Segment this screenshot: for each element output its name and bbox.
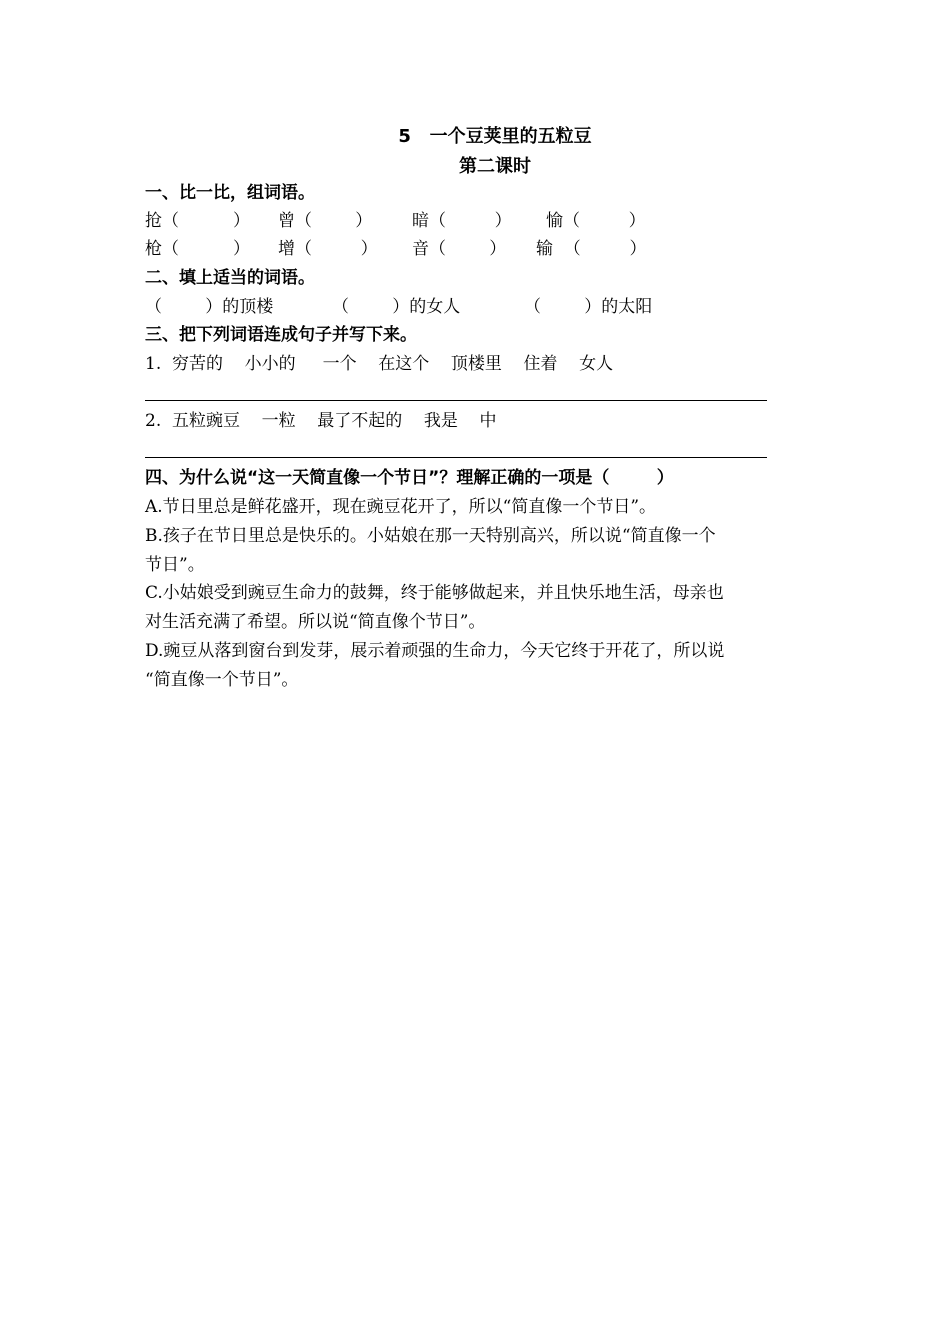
word-pair-cell: 曾（ ）	[278, 211, 373, 231]
word-pair-cell: 抢（ ）	[145, 211, 251, 231]
lesson-title: 5 一个豆荚里的五粒豆	[398, 126, 592, 147]
option-a: A.节日里总是鲜花盛开，现在豌豆花开了，所以“简直像一个节日”。	[145, 497, 657, 517]
word-pair-cell: 输 （ ）	[536, 239, 647, 259]
option-b-line1: B.孩子在节日里总是快乐的。小姑娘在那一天特别高兴，所以说“简直像一个	[145, 526, 716, 546]
question-2-words: 2. 五粒豌豆 一粒 最了不起的 我是 中	[145, 411, 497, 431]
fill-blank-item: （ ）的顶楼	[145, 297, 274, 317]
option-b-line2: 节日”。	[145, 555, 205, 575]
fill-blank-item: （ ）的女人	[332, 297, 461, 317]
option-c-line2: 对生活充满了希望。所以说“简直像个节日”。	[145, 612, 486, 632]
section3-heading: 三、把下列词语连成句子并写下来。	[145, 325, 417, 345]
answer-line-2	[145, 457, 767, 458]
word-pair-cell: 增（ ）	[278, 239, 378, 259]
section2-heading: 二、填上适当的词语。	[145, 268, 315, 288]
word-pair-cell: 枪（ ）	[145, 239, 251, 259]
word-pair-cell: 愉（ ）	[546, 211, 646, 231]
section4-heading: 四、为什么说“这一天简直像一个节日”？理解正确的一项是（ ）	[145, 468, 674, 488]
section1-heading: 一、比一比，组词语。	[145, 183, 315, 203]
option-c-line1: C.小姑娘受到豌豆生命力的鼓舞，终于能够做起来，并且快乐地生活，母亲也	[145, 583, 724, 603]
word-pair-cell: 暗（ ）	[412, 211, 512, 231]
lesson-subtitle: 第二课时	[459, 156, 531, 177]
word-pair-cell: 音（ ）	[412, 239, 507, 259]
answer-line-1	[145, 400, 767, 401]
fill-blank-item: （ ）的太阳	[524, 297, 653, 317]
option-d-line1: D.豌豆从落到窗台到发芽，展示着顽强的生命力，今天它终于开花了，所以说	[145, 641, 725, 661]
question-1-words: 1. 穷苦的 小小的 一个 在这个 顶楼里 住着 女人	[145, 354, 614, 374]
option-d-line2: “简直像一个节日”。	[145, 670, 299, 690]
